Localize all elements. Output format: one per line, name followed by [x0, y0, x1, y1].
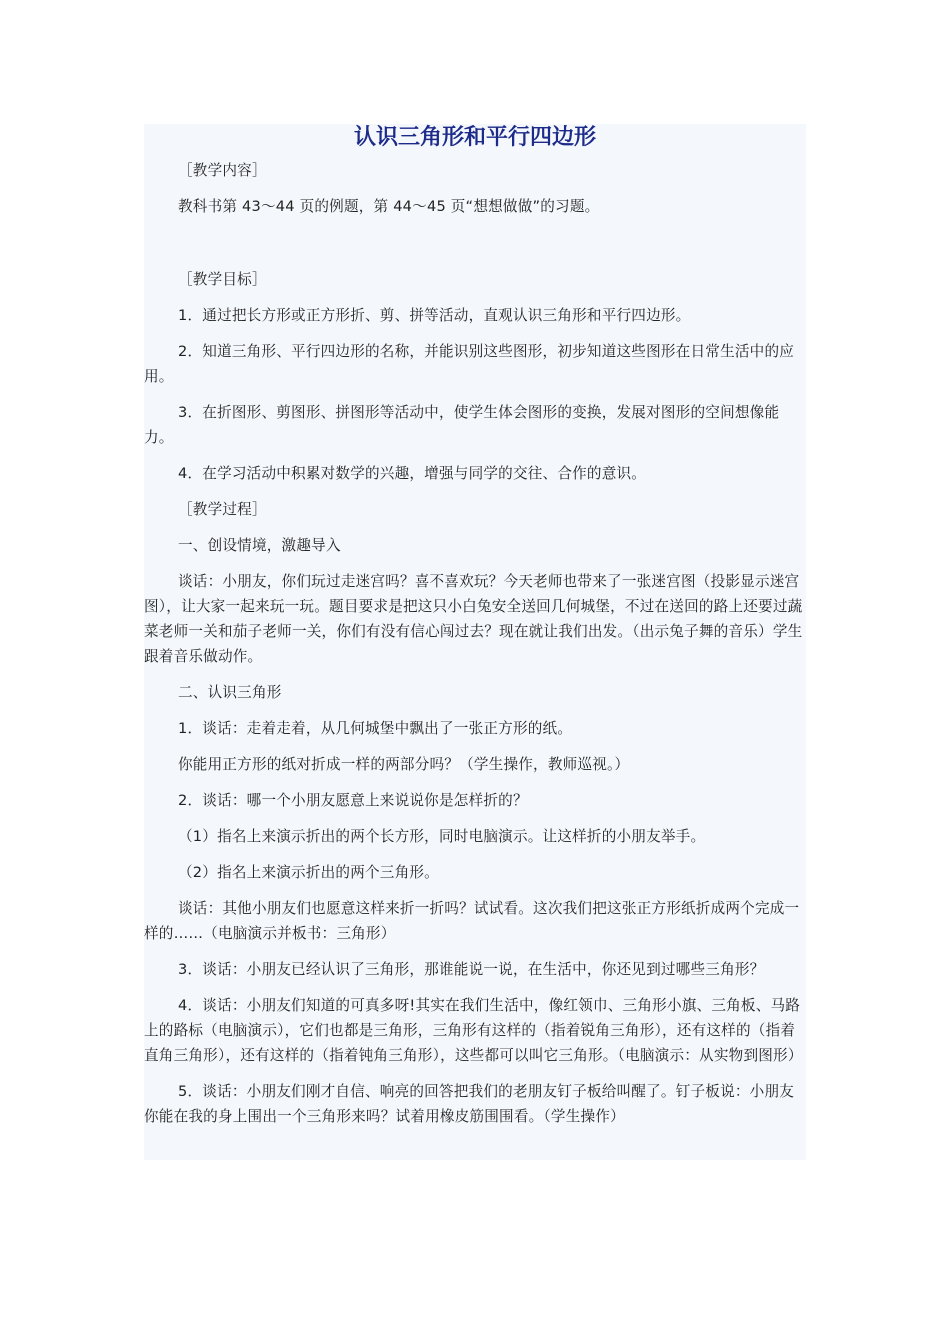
document-title: 认识三角形和平行四边形 [353, 125, 596, 150]
paragraph: 2．谈话：哪一个小朋友愿意上来说说你是怎样折的？ [178, 792, 528, 809]
paragraph: （2）指名上来演示折出的两个三角形。 [178, 864, 439, 881]
section-heading-content: ［教学内容］ [178, 162, 267, 179]
section-heading-goals: ［教学目标］ [178, 271, 267, 288]
paragraph: 谈话：小朋友，你们玩过走迷宫吗？喜不喜欢玩？今天老师也带来了一张迷宫图（投影显示迷宫图），让大家一起来玩一玩。题目要求是把这只小白兔安全送回几何城堡，不过在送回的路上还要过蔬菜老师一关和茄子老师一关，你们有没有信心闯过去？现在就让我们出发。（出示兔子舞的音乐）学生跟着音乐做动作。 [144, 573, 803, 665]
paragraph: 你能用正方形的纸对折成一样的两部分吗？（学生操作，教师巡视。） [178, 756, 630, 773]
subsection-heading: 一、创设情境，激趣导入 [178, 537, 341, 554]
goal-item: 1．通过把长方形或正方形折、剪、拼等活动，直观认识三角形和平行四边形。 [178, 307, 691, 324]
goal-item: 3．在折图形、剪图形、拼图形等活动中，使学生体会图形的变换，发展对图形的空间想像能力。 [144, 404, 780, 446]
paragraph: 1．谈话：走着走着，从几何城堡中飘出了一张正方形的纸。 [178, 720, 573, 737]
goal-item: 4．在学习活动中积累对数学的兴趣，增强与同学的交往、合作的意识。 [178, 465, 647, 482]
paragraph: 3．谈话：小朋友已经认识了三角形，那谁能说一说，在生活中，你还见到过哪些三角形？ [178, 961, 765, 978]
subsection-heading: 二、认识三角形 [178, 684, 282, 701]
goal-item: 2．知道三角形、平行四边形的名称，并能识别这些图形，初步知道这些图形在日常生活中的应用。 [144, 343, 795, 385]
paragraph: 4．谈话：小朋友们知道的可真多呀!其实在我们生活中，像红领巾、三角形小旗、三角板、马路上的路标（电脑演示），它们也都是三角形，三角形有这样的（指着锐角三角形），还有这样的（指着直角三角形），还有这样的（指着钝角三角形），这些都可以叫它三角形。（电脑演示：从实物到图形） [144, 997, 803, 1064]
paragraph: 5．谈话：小朋友们刚才自信、响亮的回答把我们的老朋友钉子板给叫醒了。钉子板说：小朋友你能在我的身上围出一个三角形来吗？试着用橡皮筋围围看。（学生操作） [144, 1083, 795, 1125]
section-heading-process: ［教学过程］ [178, 501, 267, 518]
paragraph: 谈话：其他小朋友们也愿意这样来折一折吗？试试看。这次我们把这张正方形纸折成两个完成一样的……（电脑演示并板书：三角形） [144, 900, 800, 942]
paragraph: 教科书第 43～44 页的例题，第 44～45 页“想想做做”的习题。 [178, 198, 600, 215]
paragraph: （1）指名上来演示折出的两个长方形，同时电脑演示。让这样折的小朋友举手。 [178, 828, 706, 845]
document-page [144, 124, 806, 1160]
